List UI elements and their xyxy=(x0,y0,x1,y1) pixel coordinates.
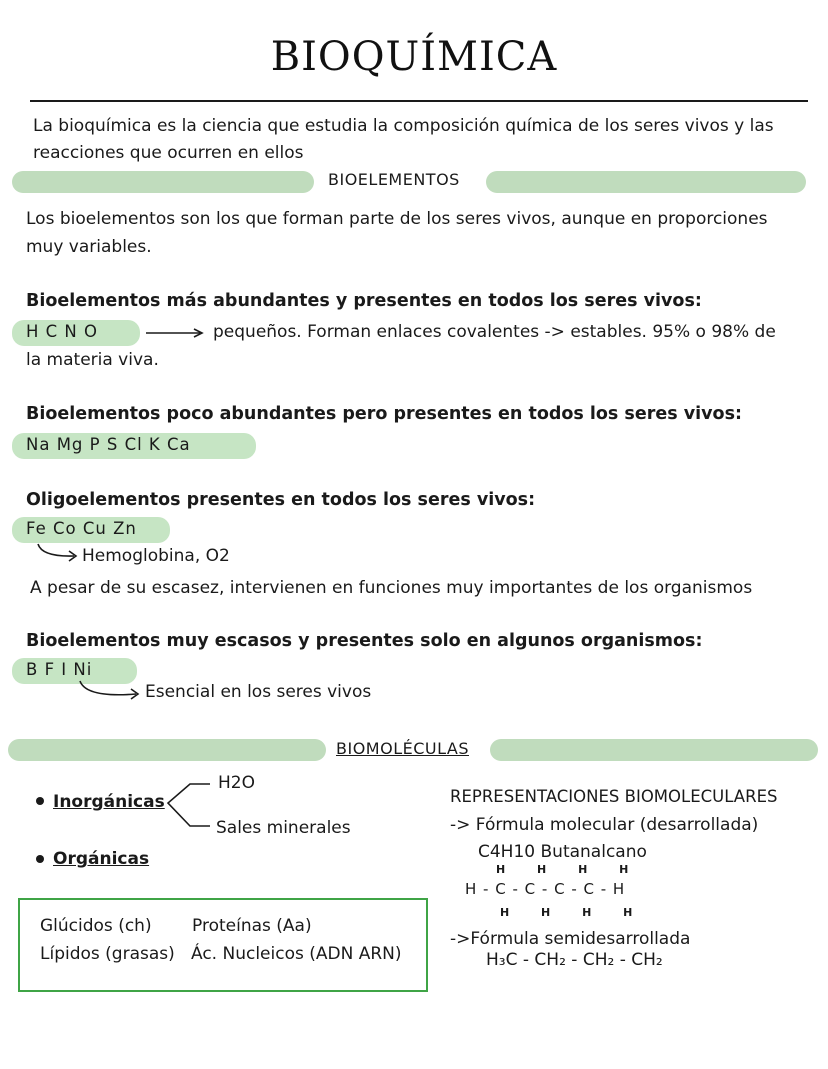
inorganicas-item-sales: Sales minerales xyxy=(216,818,351,838)
elements-escasos: B F I Ni xyxy=(26,660,93,679)
oligoelementos-text: A pesar de su escasez, intervienen en funciones muy importantes de los organismos xyxy=(30,578,753,598)
formula-semi: H₃C - CH₂ - CH₂ - CH₂ xyxy=(486,950,663,970)
representaciones-title: REPRESENTACIONES BIOMOLECULARES xyxy=(450,787,778,806)
page-title: BIOQUÍMICA xyxy=(270,34,558,80)
bullet-icon xyxy=(36,797,44,805)
formula-molecular: C4H10 Butanalcano xyxy=(478,842,647,862)
box-lipidos: Lípidos (grasas) xyxy=(40,944,175,964)
section-bar-right xyxy=(486,171,806,193)
structural-formula: H - C - C - C - C - H xyxy=(465,880,626,898)
elements-abundantes: H C N O xyxy=(26,322,98,341)
bioelementos-desc-1: Los bioelementos son los que forman parte de los seres vivos, aunque en proporciones xyxy=(26,209,768,229)
structural-bottom-h: H H H H xyxy=(500,906,647,919)
section-bar-left xyxy=(8,739,326,761)
section-bar-left xyxy=(12,171,314,193)
heading-abundantes: Bioelementos más abundantes y presentes en todos los seres vivos: xyxy=(26,291,702,311)
structural-top-h: H H H H xyxy=(496,863,643,876)
title-divider xyxy=(30,100,808,102)
heading-poco-abundantes: Bioelementos poco abundantes pero presentes en todos los seres vivos: xyxy=(26,404,742,424)
formula-molecular-label: -> Fórmula molecular (desarrollada) xyxy=(450,815,759,835)
section-title-bioelementos: BIOELEMENTOS xyxy=(328,170,460,189)
abundantes-note-2: la materia viva. xyxy=(26,350,159,370)
curved-arrow-icon xyxy=(36,543,82,563)
bioelementos-desc-2: muy variables. xyxy=(26,237,152,257)
abundantes-note-1: pequeños. Forman enlaces covalentes -> estables. 95% o 98% de xyxy=(213,322,776,342)
arrow-icon xyxy=(146,328,206,338)
branch-icon xyxy=(166,782,212,830)
label-inorganicas: Inorgánicas xyxy=(53,792,165,812)
heading-oligoelementos: Oligoelementos presentes en todos los seres vivos: xyxy=(26,490,536,510)
bullet-icon xyxy=(36,855,44,863)
box-glucidos: Glúcidos (ch) xyxy=(40,916,152,936)
formula-semi-label: ->Fórmula semidesarrollada xyxy=(450,929,691,949)
oligoelementos-note: Hemoglobina, O2 xyxy=(82,546,230,566)
box-acidos-nucleicos: Ác. Nucleicos (ADN ARN) xyxy=(191,944,402,964)
curved-arrow-icon xyxy=(78,680,144,702)
box-proteinas: Proteínas (Aa) xyxy=(192,916,312,936)
section-bar-right xyxy=(490,739,818,761)
label-organicas: Orgánicas xyxy=(53,849,150,869)
escasos-note: Esencial en los seres vivos xyxy=(145,682,372,702)
inorganicas-item-h2o: H2O xyxy=(218,773,255,793)
elements-poco-abundantes: Na Mg P S Cl K Ca xyxy=(26,435,191,454)
intro-line-1: La bioquímica es la ciencia que estudia la composición química de los seres vivos y las xyxy=(33,116,774,136)
elements-oligoelementos: Fe Co Cu Zn xyxy=(26,519,137,538)
section-title-biomoleculas: BIOMOLÉCULAS xyxy=(336,739,469,758)
intro-line-2: reacciones que ocurren en ellos xyxy=(33,143,304,163)
heading-escasos: Bioelementos muy escasos y presentes solo en algunos organismos: xyxy=(26,631,703,651)
